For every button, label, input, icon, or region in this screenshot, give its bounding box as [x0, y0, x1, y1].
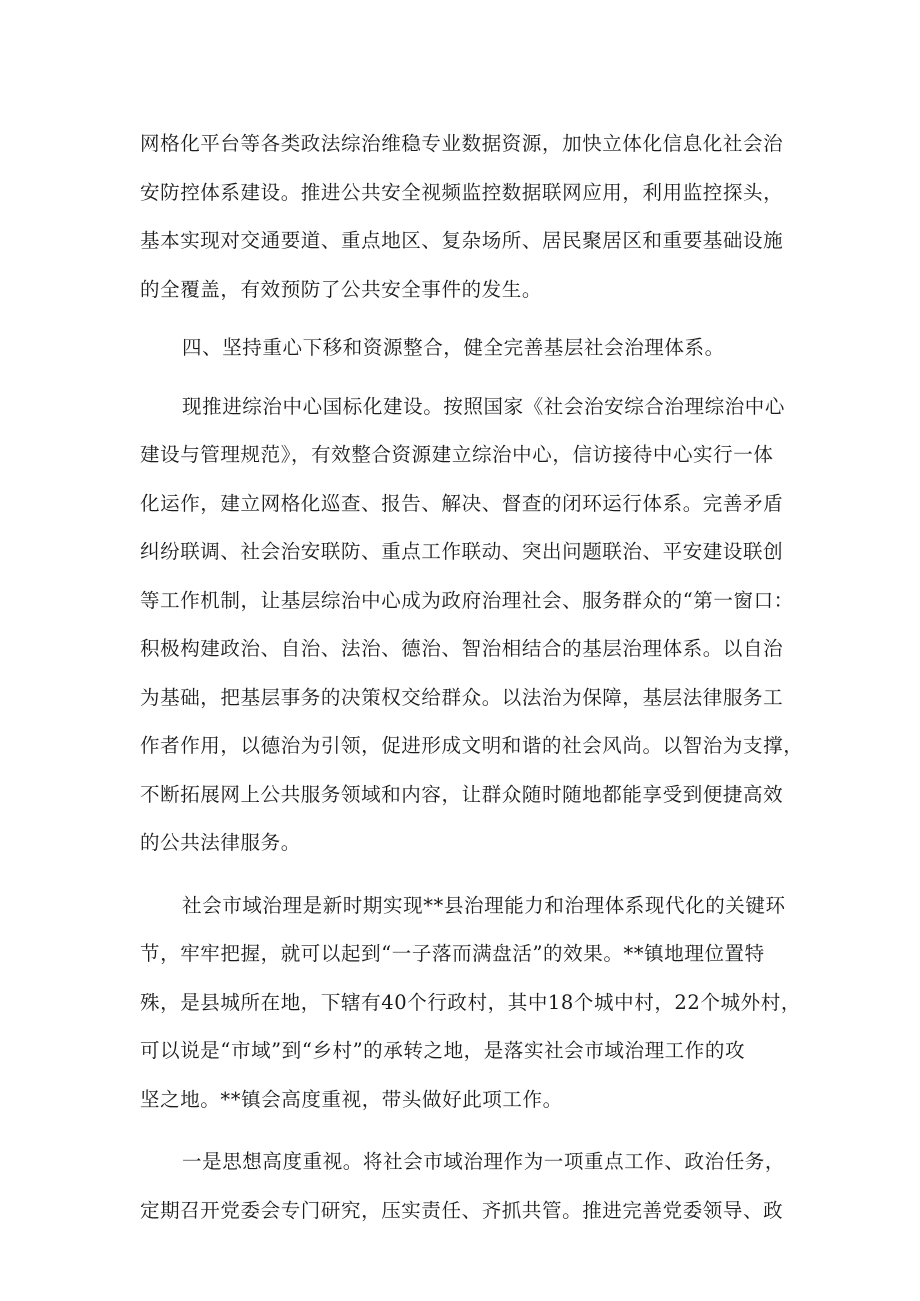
section-heading: 四、坚持重心下移和资源整合，健全完善基层社会治理体系。: [182, 336, 725, 359]
text-line: 的公共法律服务。: [140, 831, 301, 854]
paragraph: [140, 383, 804, 868]
text-line: 殊，是县城所在地，下辖有40个行政村，其中18个城中村，22个城外村，: [140, 990, 801, 1014]
text-line: 纠纷联调、社会治安联防、重点工作联动、突出问题联治、平安建设联创: [140, 540, 784, 563]
text-line: 等工作机制，让基层综治中心成为政府治理社会、服务群众的“第一窗口：: [140, 588, 794, 612]
text-line: 一是思想高度重视。将社会市域治理作为一项重点工作、政治任务，: [182, 1150, 786, 1173]
text-line: 化运作，建立网格化巡查、报告、解决、督查的闭环运行体系。完善矛盾: [140, 491, 784, 515]
document-page: [140, 120, 804, 1235]
text-line: 社会市域治理是新时期实现**县治理能力和治理体系现代化的关键环: [182, 893, 786, 917]
text-line: 的全覆盖，有效预防了公共安全事件的发生。: [140, 277, 543, 301]
text-line: 可以说是“市域”到“乡村”的承转之地，是落实社会市域治理工作的攻: [140, 1039, 746, 1062]
text-line: 安防控体系建设。推进公共安全视频监控数据联网应用，利用监控探头，: [140, 180, 784, 204]
text-line: 坚之地。**镇会高度重视，带头做好此项工作。: [140, 1087, 563, 1111]
paragraph: [140, 882, 801, 1125]
text-line: 作者作用，以德治为引领，促进形成文明和谐的社会风尚。以智治为支撑，: [140, 734, 804, 757]
text-line: 现推进综治中心国标化建设。按照国家《社会治安综合治理综治中心: [182, 394, 786, 418]
text-line: 建设与管理规范》，有效整合资源建立综治中心，信访接待中心实行一体: [140, 443, 774, 466]
text-line: 定期召开党委会专门研究，压实责任、齐抓共管。推进完善党委领导、政: [140, 1198, 784, 1222]
paragraph: [140, 1138, 790, 1235]
text-line: 节，牢牢把握，就可以起到“一子落而满盘活”的效果。**镇地理位置特: [140, 942, 765, 965]
paragraph-continuation: [140, 120, 790, 314]
text-line: 基本实现对交通要道、重点地区、复杂场所、居民聚居区和重要基础设施: [140, 229, 784, 252]
text-line: 积极构建政治、自治、法治、德治、智治相结合的基层治理体系。以自治: [140, 637, 784, 660]
text-line: 为基础，把基层事务的决策权交给群众。以法治为保障，基层法律服务工: [140, 685, 784, 709]
text-line: 不断拓展网上公共服务领域和内容，让群众随时随地都能享受到便捷高效: [140, 782, 784, 806]
text-line: 网格化平台等各类政法综治维稳专业数据资源，加快立体化信息化社会治: [140, 132, 784, 155]
